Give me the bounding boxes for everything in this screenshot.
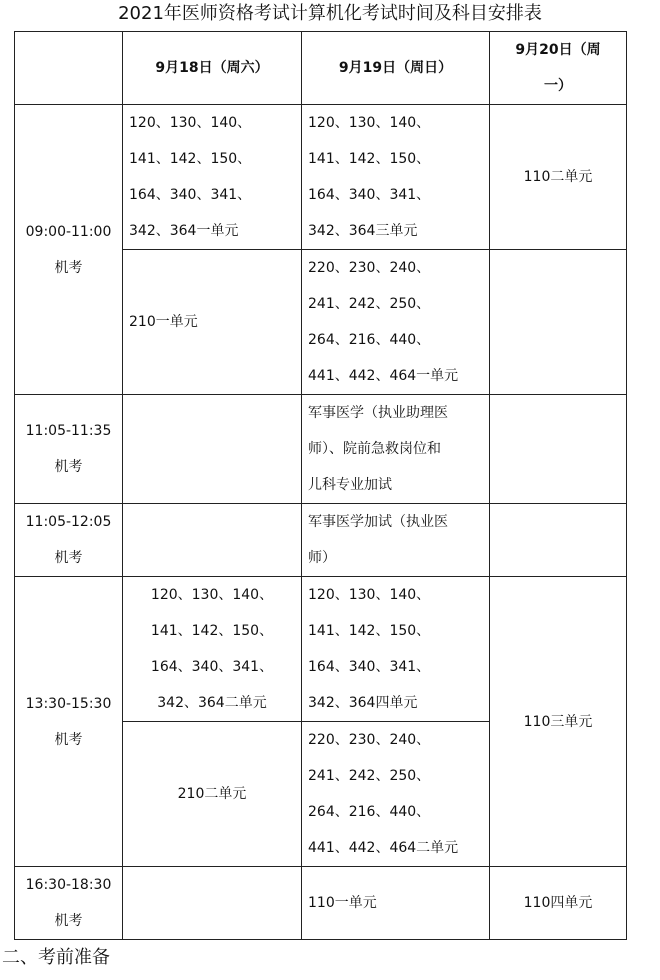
table-row [15,504,627,577]
subject-line: 441、442、464二单元 [308,840,459,856]
table-row [15,395,627,504]
subject-line: 264、216、440、 [308,804,431,820]
cell-r3-day3 [490,395,627,504]
subject-line: 220、230、240、 [308,260,431,276]
subject-line: 342、364二单元 [157,695,267,711]
subject-line: 师） [308,550,336,566]
cell-r3-day2 [302,395,490,504]
subject-line: 164、340、341、 [308,187,431,203]
header-day3 [490,32,627,105]
table-row [15,577,627,722]
exam-kind: 机考 [54,913,83,929]
time-slot-1105a [15,395,123,504]
subject-line: 师）、院前急救岗位和 [308,441,441,457]
subject-line: 220、230、240、 [308,732,431,748]
cell-r1-day2 [302,105,490,250]
page-title: 2021年医师资格考试计算机化考试时间及科目安排表 [118,3,542,24]
time-range: 16:30-18:30 [25,877,112,893]
subject-line: 342、364一单元 [129,223,239,239]
header-day3-line2: 一） [544,78,572,94]
subject-line: 342、364三单元 [308,223,418,239]
time-slot-1105b [15,504,123,577]
cell-r2-day1: 210一单元 [123,250,302,395]
cell-r1-day1 [123,105,302,250]
subject-line: 164、340、341、 [129,187,252,203]
header-day2: 9月19日（周日） [302,32,490,105]
time-slot-1330 [15,577,123,867]
subject-line: 164、340、341、 [308,659,431,675]
subject-line: 264、216、440、 [308,332,431,348]
cell-r4-day1 [123,504,302,577]
exam-kind: 机考 [54,550,83,566]
time-slot-1630 [15,867,123,940]
exam-kind: 机考 [54,259,83,276]
subject-line: 120、130、140、 [308,115,431,131]
subject-line: 441、442、464一单元 [308,368,459,384]
subject-line: 141、142、150、 [308,151,431,167]
cell-r2-day3 [490,250,627,395]
table-row [15,867,627,940]
exam-kind: 机考 [54,459,83,475]
cell-r6-day1: 210二单元 [123,722,302,867]
header-day3-line1: 9月20日（周 [515,42,601,58]
exam-kind: 机考 [54,731,83,748]
subject-line: 儿科专业加试 [308,477,392,493]
subject-line: 141、142、150、 [129,151,252,167]
subject-line: 241、242、250、 [308,768,431,784]
cell-r7-day1 [123,867,302,940]
cell-r7-day2: 110一单元 [302,867,490,940]
subject-line: 342、364四单元 [308,695,418,711]
header-day1: 9月18日（周六） [123,32,302,105]
subject-line: 军事医学加试（执业医 [308,514,448,530]
subject-line: 164、340、341、 [150,659,274,675]
cell-r7-day3: 110四单元 [490,867,627,940]
cell-r6-day2 [302,722,490,867]
cell-r1-day3: 110二单元 [490,105,627,250]
header-row [15,32,627,105]
time-range: 09:00-11:00 [25,223,112,240]
time-range: 13:30-15:30 [25,695,112,712]
subject-line: 120、130、140、 [129,115,252,131]
cell-r2-day2 [302,250,490,395]
section-heading: 二、考前准备 [2,947,110,968]
subject-line: 120、130、140、 [150,587,274,603]
cell-r5-day1 [123,577,302,722]
cell-r5-day2 [302,577,490,722]
table-row [15,105,627,250]
cell-r5-day3: 110三单元 [490,577,627,867]
subject-line: 141、142、150、 [150,623,274,639]
cell-r3-day1 [123,395,302,504]
schedule-table [14,31,627,940]
header-blank [15,32,123,105]
time-range: 11:05-11:35 [25,423,112,439]
cell-r4-day3 [490,504,627,577]
time-slot-0900 [15,105,123,395]
time-range: 11:05-12:05 [25,514,112,530]
subject-line: 141、142、150、 [308,623,431,639]
subject-line: 120、130、140、 [308,587,431,603]
subject-line: 军事医学（执业助理医 [308,405,448,421]
cell-r4-day2 [302,504,490,577]
subject-line: 241、242、250、 [308,296,431,312]
